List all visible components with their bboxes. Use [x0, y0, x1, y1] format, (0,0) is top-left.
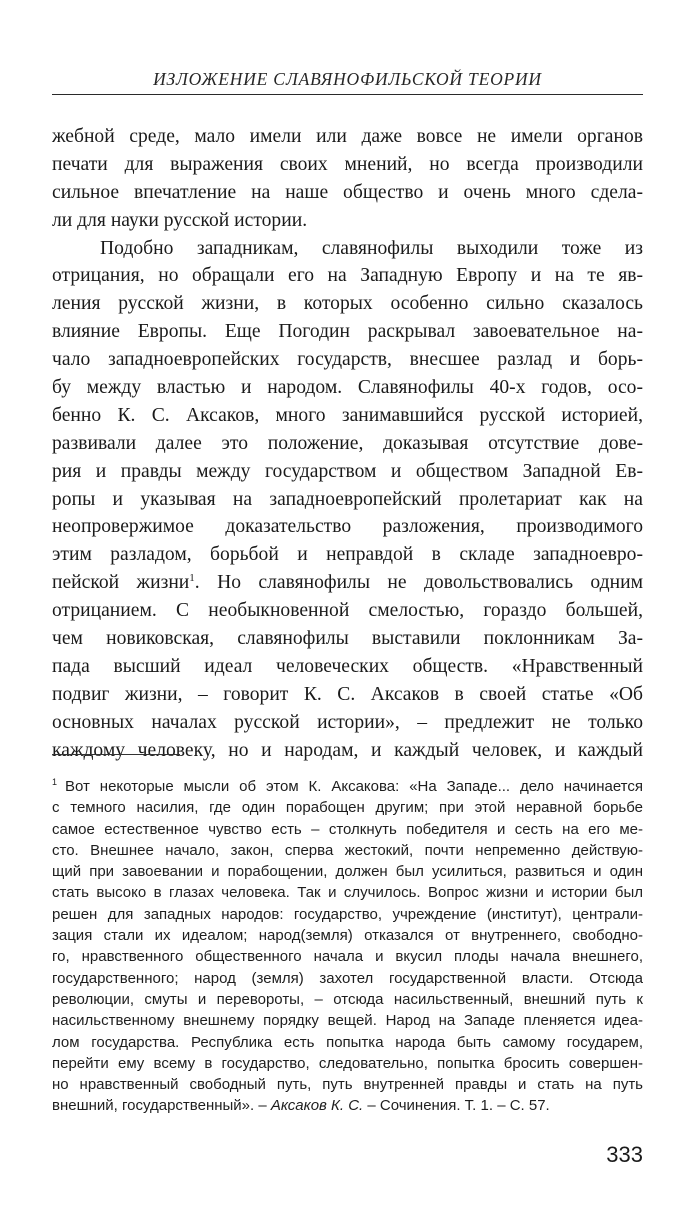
footnote-text: внешний, государственный». –	[52, 1097, 271, 1115]
text-line: ропы и указывая на западноевропейский пролетариат как на	[52, 488, 643, 510]
text-line: сильное впечатление на наше общество и очень много сдела-	[52, 181, 643, 203]
citation-source: – Сочинения. Т. 1. – С. 57.	[363, 1097, 550, 1115]
page-number: 333	[606, 1142, 643, 1167]
text-line: пада высший идеал человеческих обществ. «Нравственный	[52, 655, 643, 677]
footnote-line: насильственному внешнему порядку вещей. Народ на Западе пленяется идеа-	[52, 1012, 643, 1030]
footnote-line: но нравственный свободный путь, путь внутренней правды и стать на путь	[52, 1076, 643, 1094]
text-line: подвиг жизни, – говорит К. С. Аксаков в своей статье «Об	[52, 683, 643, 705]
text-line: чало западноевропейских государств, внесшее разлад и борь-	[52, 349, 643, 371]
footnote-line: самое естественное чувство есть – столкнуть победителя и сесть на его ме-	[52, 820, 643, 838]
text-line: бу между властью и народом. Славянофилы 40-х годов, осо-	[52, 377, 643, 399]
footnote-line: решен для западных народов: государство, учреждение (институт), централи-	[52, 905, 643, 923]
text-line: развивали далее это положение, доказывая отсутствие дове-	[52, 432, 643, 454]
text-line: отрицанием. С необыкновенной смелостью, гораздо большей,	[52, 600, 643, 622]
text-line-with-footnote-ref	[52, 569, 643, 597]
text-fragment: пейской жизни	[52, 572, 190, 594]
text-line: жебной среде, мало имели или даже вовсе не имели органов	[52, 126, 643, 147]
main-text	[52, 123, 643, 764]
footnote-line: сто. Внешнее начало, закон, сперва жестокий, почти непременно действую-	[52, 841, 643, 859]
text-line: ли для науки русской истории.	[52, 209, 308, 231]
footnote-rule	[52, 754, 180, 755]
footnote-text: Вот некоторые мысли об этом К. Аксакова: «На Западе... дело начинается	[65, 778, 643, 795]
text-line: каждому человеку, но и народам, и каждый человек, и каждый	[52, 739, 643, 761]
footnote-line: щий при завоевании и порабощении, должен был усилиться, развиться и один	[52, 863, 643, 881]
running-title: ИЗЛОЖЕНИЕ СЛАВЯНОФИЛЬСКОЙ ТЕОРИИ	[153, 69, 542, 89]
text-line: этим разладом, борьбой и неправдой в складе западноевро-	[52, 544, 643, 566]
footnote-reference[interactable]: 1	[189, 572, 195, 585]
footnote-line: го, нравственного общественного начала и вкусил плоды начала внешнего,	[52, 948, 643, 966]
footnote-mark: 1	[52, 777, 58, 787]
footnote-line: перейти ему всему в государство, следовательно, попытка бросить совершен-	[52, 1054, 643, 1072]
footnote-line: государственного; народ (земля) захотел государственной власти. Отсюда	[52, 969, 643, 987]
footnote-line: революции, смуты и перевороты, – отсюда насильственный, внешний путь к	[52, 990, 643, 1008]
footnote-line: стать высоко в глазах человека. Так и случилось. Вопрос жизни и истории был	[52, 884, 643, 902]
text-line: основных началах русской истории», – предлежит не только	[52, 711, 643, 733]
footnote-line: лом государства. Республика есть попытка народа быть самому государем,	[52, 1033, 643, 1051]
footnote-line: зация стали их идеалом; народ(земля) отказался от внутреннего, свободно-	[52, 927, 643, 945]
text-line: отрицания, но обращали его на Западную Европу и на те яв-	[52, 265, 643, 287]
text-line: бенно К. С. Аксаков, много занимавшийся русской историей,	[52, 404, 643, 426]
text-line: чем новиковская, славянофилы выставили поклонникам За-	[52, 628, 643, 650]
footnote	[52, 776, 643, 1117]
footnote-line	[52, 776, 643, 797]
text-line: рия и правды между государством и обществом Западной Ев-	[52, 460, 643, 482]
footnote-line: с темного насилия, где один порабощен другим; при этой неравной борьбе	[52, 799, 643, 817]
text-line: печати для выражения своих мнений, но всегда производили	[52, 153, 643, 175]
text-line: влияние Европы. Еще Погодин раскрывал завоевательное на-	[52, 321, 643, 343]
citation-author: Аксаков К. С.	[270, 1097, 364, 1115]
footnote-line	[52, 1095, 643, 1116]
text-fragment: . Но славянофилы не довольствовались одним	[194, 572, 643, 594]
header-rule	[52, 94, 643, 95]
text-line: Подобно западникам, славянофилы выходили тоже из	[100, 237, 643, 259]
text-line: неопровержимое доказательство разложения, производимого	[52, 516, 643, 538]
text-line: ления русской жизни, в которых особенно сильно сказалось	[52, 293, 643, 315]
